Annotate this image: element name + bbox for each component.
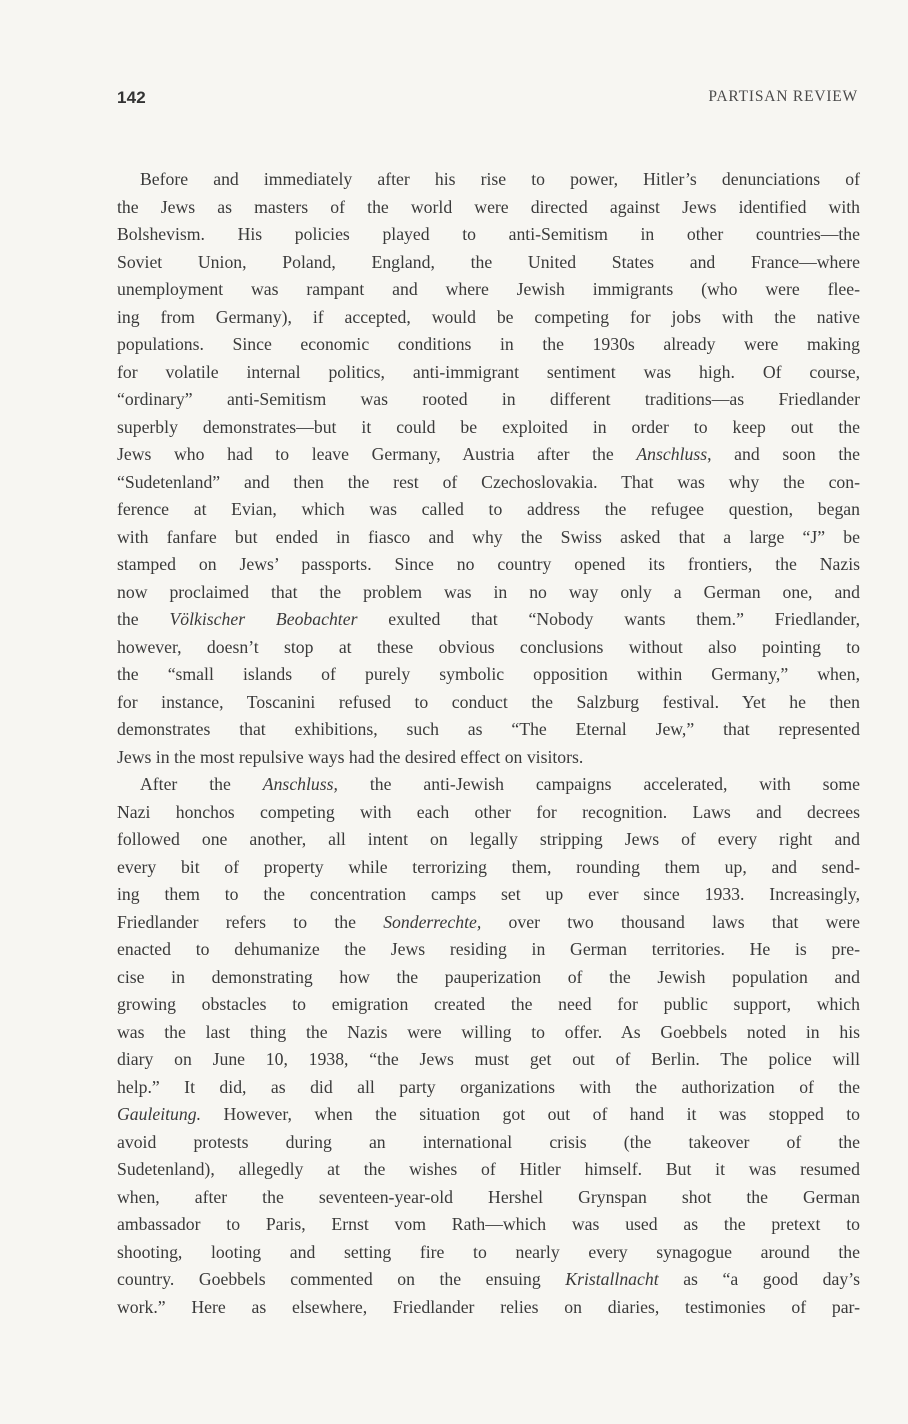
text-line: help.” It did, as did all party organizations with the authorization of the	[117, 1076, 860, 1097]
page-header	[117, 88, 858, 114]
text-line: Sudetenland), allegedly at the wishes of Hitler himself. But it was resumed	[117, 1159, 860, 1179]
text-segment: After the	[140, 774, 263, 794]
text-line: ference at Evian, which was called to address the refugee question, began	[117, 499, 860, 519]
text-line: when, after the seventeen-year-old Hershel Grynspan shot the German	[117, 1186, 860, 1207]
text-segment: country. Goebbels commented on the ensuing	[117, 1269, 566, 1289]
italic-term: Anschluss,	[262, 774, 338, 794]
text-line: Nazi honchos competing with each other for recognition. Laws and decrees	[117, 801, 860, 822]
text-line: every bit of property while terrorizing them, rounding them up, and send-	[117, 856, 860, 877]
text-line: however, doesn’t stop at these obvious conclusions without also pointing to	[117, 636, 860, 657]
text-line: ambassador to Paris, Ernst vom Rath—which was used as the pretext to	[117, 1214, 860, 1234]
italic-term: Völkischer Beobachter	[169, 609, 358, 629]
text-line: Jews in the most repulsive ways had the desired effect on visitors.	[117, 746, 584, 767]
text-segment: over two thousand laws that were	[481, 911, 860, 932]
text-line: populations. Since economic conditions in the 1930s already were making	[117, 334, 860, 354]
text-line	[117, 1266, 860, 1294]
text-line: Before and immediately after his rise to power, Hitler’s denunciations of	[140, 169, 860, 189]
text-line	[117, 606, 860, 634]
text-line: the Jews as masters of the world were directed against Jews identified with	[117, 196, 860, 217]
text-line: now proclaimed that the problem was in no way only a German one, and	[117, 581, 860, 602]
text-segment: Jews who had to leave Germany, Austria after the	[117, 444, 637, 464]
text-line	[117, 441, 860, 469]
text-line: Soviet Union, Poland, England, the United States and France—where	[117, 251, 860, 272]
text-line: the “small islands of purely symbolic opposition within Germany,” when,	[117, 664, 860, 684]
body-text	[117, 166, 860, 1321]
text-line: growing obstacles to emigration created the need for public support, which	[117, 994, 860, 1014]
text-line: was the last thing the Nazis were willing to offer. As Goebbels noted in his	[117, 1021, 860, 1042]
text-segment: as “a good day’s	[658, 1269, 860, 1289]
running-head: PARTISAN REVIEW	[708, 88, 858, 105]
text-line: “Sudetenland” and then the rest of Czechoslovakia. That was why the con-	[117, 471, 860, 492]
text-line	[117, 909, 860, 937]
text-line: cise in demonstrating how the pauperization of the Jewish population and	[117, 966, 860, 987]
text-line: followed one another, all intent on legally stripping Jews of every right and	[117, 829, 860, 849]
text-line	[117, 771, 860, 799]
text-line: enacted to dehumanize the Jews residing in German territories. He is pre-	[117, 939, 860, 959]
italic-term: Kristallnacht	[565, 1269, 659, 1289]
text-line: ing from Germany), if accepted, would be competing for jobs with the native	[117, 306, 860, 327]
text-segment: However, when the situation got out of hand it was stopped to	[201, 1104, 860, 1124]
text-line: “ordinary” anti-Semitism was rooted in different traditions—as Friedlander	[117, 389, 860, 409]
text-line: stamped on Jews’ passports. Since no country opened its frontiers, the Nazis	[117, 554, 860, 574]
text-segment: the	[117, 609, 170, 629]
text-line: Bolshevism. His policies played to anti-Semitism in other countries—the	[117, 224, 860, 244]
text-line: shooting, looting and setting fire to nearly every synagogue around the	[117, 1241, 860, 1262]
text-line: demonstrates that exhibitions, such as “The Eternal Jew,” that represented	[117, 719, 860, 739]
italic-term: Gauleitung.	[117, 1104, 202, 1124]
text-segment: exulted that “Nobody wants them.” Friedlander,	[357, 609, 861, 629]
italic-term: Sonderrechte,	[383, 911, 482, 932]
text-line: for volatile internal politics, anti-immigrant sentiment was high. Of course,	[117, 361, 860, 382]
text-segment: Friedlander refers to the	[117, 911, 384, 932]
text-line: for instance, Toscanini refused to conduct the Salzburg festival. Yet he then	[117, 691, 860, 712]
text-line: diary on June 10, 1938, “the Jews must get out of Berlin. The police will	[117, 1049, 860, 1069]
text-line: with fanfare but ended in fiasco and why the Swiss asked that a large “J” be	[117, 526, 860, 547]
text-line: ing them to the concentration camps set up ever since 1933. Increasingly,	[117, 884, 860, 904]
text-line: avoid protests during an international crisis (the takeover of the	[117, 1131, 860, 1152]
page-number: 142	[117, 88, 146, 107]
text-segment: , and soon the	[707, 444, 860, 464]
text-line: work.” Here as elsewhere, Friedlander relies on diaries, testimonies of par-	[117, 1296, 860, 1317]
text-line: unemployment was rampant and where Jewish immigrants (who were flee-	[117, 279, 860, 299]
text-line: superbly demonstrates—but it could be exploited in order to keep out the	[117, 416, 860, 437]
text-segment: the anti-Jewish campaigns accelerated, with some	[337, 774, 860, 794]
text-line	[117, 1101, 860, 1129]
italic-term: Anschluss	[636, 444, 708, 464]
